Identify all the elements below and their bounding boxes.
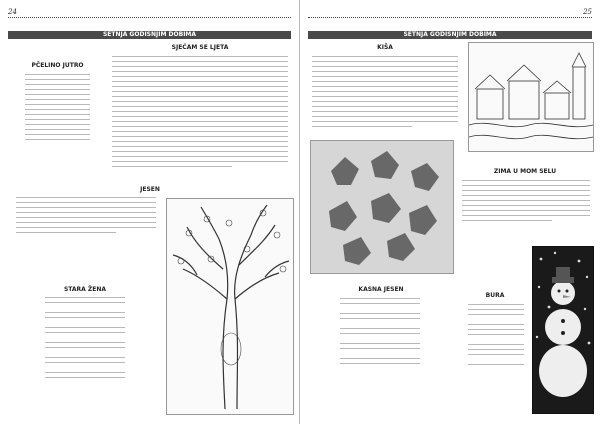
leaves-illustration xyxy=(311,141,453,273)
piece-title: PČELINO JUTRO xyxy=(31,62,84,69)
snowman-illustration xyxy=(533,247,593,413)
piece-title: STARA ŽENA xyxy=(63,286,107,293)
village-drawing xyxy=(468,42,594,152)
piece-title: BURA xyxy=(485,292,505,299)
village-illustration xyxy=(469,43,593,151)
piece-title: ZIMA U MOM SELU xyxy=(493,168,557,175)
tree-illustration xyxy=(167,199,293,414)
page-number: 25 xyxy=(583,8,592,16)
header-wave-rule xyxy=(8,17,291,22)
piece-title: KIŠA xyxy=(377,44,393,51)
piece-title: JESEN xyxy=(140,186,160,193)
section-band: ŠETNJA GODIŠNJIM DOBIMA xyxy=(308,31,592,39)
leaves-drawing xyxy=(310,140,454,274)
right-page xyxy=(300,0,600,424)
piece-title: SJEĆAM SE LJETA xyxy=(171,44,229,51)
page-number: 24 xyxy=(8,8,17,16)
header-wave-rule xyxy=(308,17,592,22)
piece-title: KASNA JESEN xyxy=(358,286,404,293)
tree-drawing xyxy=(166,198,294,415)
snowman-drawing xyxy=(532,246,594,414)
section-band: ŠETNJA GODIŠNJIM DOBIMA xyxy=(8,31,291,39)
